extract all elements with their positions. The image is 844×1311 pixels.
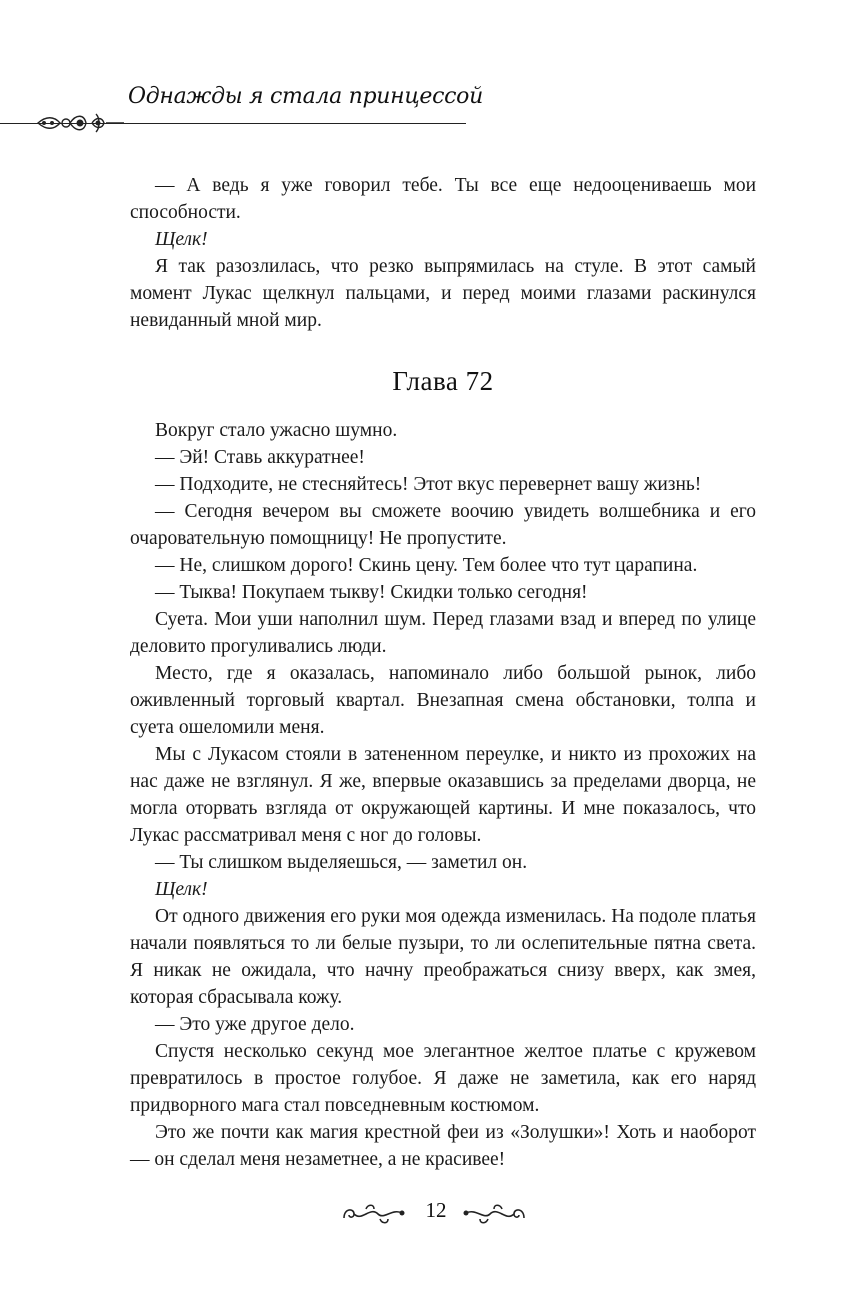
book-title: Однажды я стала принцессой xyxy=(128,84,483,109)
scroll-ornament-left-icon xyxy=(340,1200,406,1226)
paragraph: — Подходите, не стесняйтесь! Этот вкус перевернет вашу жизнь! xyxy=(155,474,702,495)
paragraph: — Ты слишком выделяешься, — заметил он. xyxy=(155,852,528,873)
paragraph: Спустя несколько секунд мое элегантное желтое платье с кружевом превратилось в простое голубое. Я даже не заметила, как его наряд придворного мага стал повседневным костюмом. xyxy=(130,1041,756,1116)
running-header xyxy=(0,76,483,136)
paragraph: Я так разозлилась, что резко выпрямилась на стуле. В этот самый момент Лукас щелкнул пальцами, и перед моими глазами раскинулся невиданный мной мир. xyxy=(130,256,756,331)
paragraph: — Не, слишком дорого! Скинь цену. Тем более что тут царапина. xyxy=(155,555,698,576)
paragraph: — Это уже другое дело. xyxy=(155,1014,355,1035)
text-block-body xyxy=(130,417,756,1173)
paragraph-italic: Щелк! xyxy=(155,879,208,900)
paragraph: Вокруг стало ужасно шумно. xyxy=(155,420,398,441)
paragraph-italic: Щелк! xyxy=(155,229,208,250)
chapter-title: Глава 72 xyxy=(392,366,494,396)
floral-ornament-icon xyxy=(36,110,126,138)
paragraph: Место, где я оказалась, напоминало либо большой рынок, либо оживленный торговый квартал. Внезапная смена обстановки, толпа и суета ошеломили меня. xyxy=(130,663,756,738)
paragraph: Это же почти как магия крестной феи из «Золушки»! Хоть и наоборот — он сделал меня незаметнее, а не красивее! xyxy=(130,1122,756,1170)
scroll-ornament-right-icon xyxy=(462,1200,528,1226)
paragraph: — Сегодня вечером вы сможете воочию увидеть волшебника и его очаровательную помощницу! Не пропустите. xyxy=(130,501,756,549)
paragraph: Мы с Лукасом стояли в затененном переулке, и никто из прохожих на нас даже не взглянул. Я же, впервые оказавшись за пределами дворца, не могла оторвать взгляда от окружающей картины. И мне показалось, что Лукас рассматривал меня с ног до головы. xyxy=(130,744,756,846)
page-footer xyxy=(340,1196,540,1232)
paragraph: От одного движения его руки моя одежда изменилась. На подоле платья начали появляться то ли белые пузыри, то ли ослепительные пятна света. Я никак не ожидала, что начну преображаться снизу вверх, как змея, которая сбрасывала кожу. xyxy=(130,906,756,1008)
header-rule xyxy=(0,123,466,124)
paragraph: — Тыква! Покупаем тыкву! Скидки только сегодня! xyxy=(155,582,588,603)
paragraph: — Эй! Ставь аккуратнее! xyxy=(155,447,365,468)
paragraph: — А ведь я уже говорил тебе. Ты все еще недооцениваешь мои способности. xyxy=(130,175,756,223)
paragraph: Суета. Мои уши наполнил шум. Перед глазами взад и вперед по улице деловито прогуливались люди. xyxy=(130,609,756,657)
page-number: 12 xyxy=(425,1198,447,1222)
text-block-top xyxy=(130,172,756,334)
